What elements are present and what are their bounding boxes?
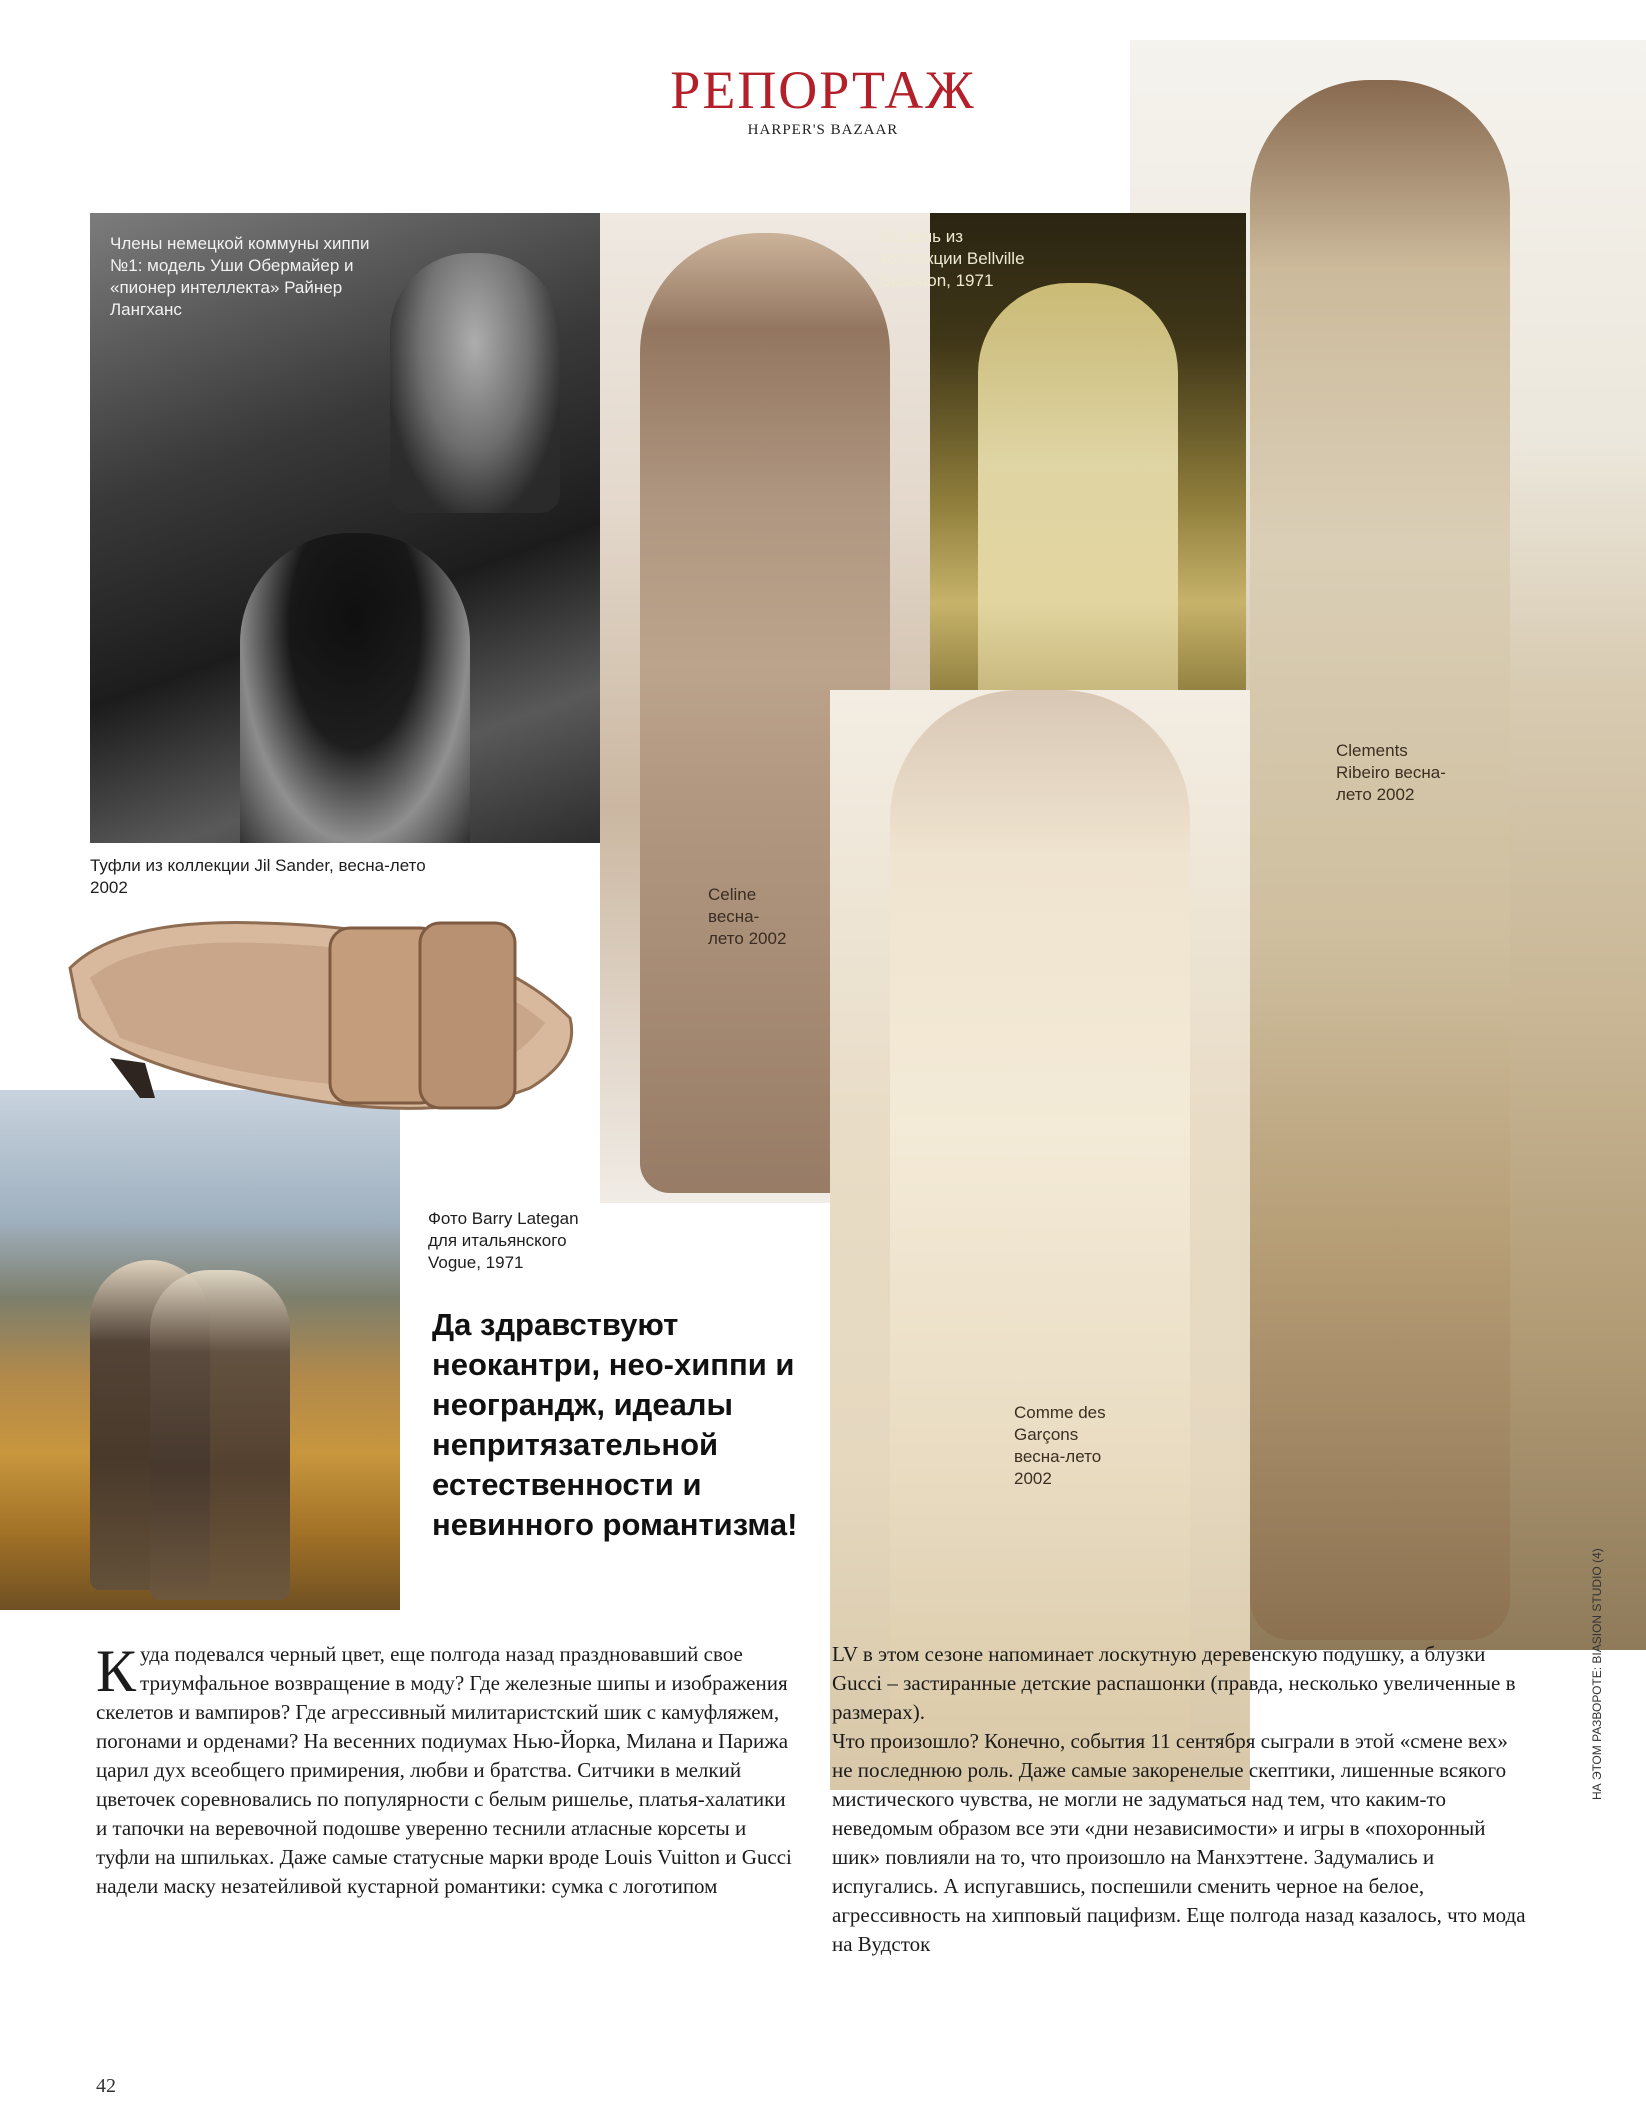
caption-clements: Clements Ribeiro весна-лето 2002	[1336, 741, 1446, 804]
article-column-right	[832, 1640, 1532, 1959]
article-paragraph: уда подевался черный цвет, еще полгода назад праздновавший свое триумфальное возвращение в моду? Где железные шипы и изображения скелетов и вампиров? Где агрессивный милитаристский шик с камуфляжем, погонами и орденами? На весенних подиумах Нью-Йорка, Милана и Парижа царил дух всеобщего примирения, любви и братства. Ситчики в мелкий цветочек соревновались по популярности с белым ришелье, платья-халатики и тапочки на веревочной подошве уверенно теснили атласные корсеты и туфли на шпильках. Даже самые статусные марки вроде Louis Vuitton и Gucci надели маску незатейливой кустарной романтики: сумка с логотипом	[96, 1642, 792, 1898]
caption-celine: Celine весна-лето 2002	[708, 885, 787, 948]
page-number: 42	[96, 2075, 116, 2097]
section-title: РЕПОРТАЖ	[670, 60, 976, 120]
sandal-image	[60, 898, 590, 1138]
caption-jil-sander: Туфли из коллекции Jil Sander, весна-лето 2002	[90, 856, 426, 897]
article-paragraph: Что произошло? Конечно, события 11 сентября сыграли в этой «смене вех» не последнюю роль. Даже самые закоренелые скептики, лишенные всякого мистического чувства, не могли не задуматься над тем, что каким-то неведомым образом все эти «дни независимости» и игры в «похоронный шик» повлияли на то, что произошло на Манхэттене. Задумались и испугались. А испугавшись, поспешили сменить черное на белое, агрессивность на хипповый пацифизм. Еще полгода назад казалось, что мода на Вудсток	[832, 1729, 1526, 1956]
pull-quote: Да здравствуют неокантри, нео-хиппи и неограндж, идеалы непритязательной естественности и невинного романтизма!	[432, 1307, 798, 1542]
caption-comme: Comme des Garçons весна-лето 2002	[1014, 1403, 1106, 1488]
caption-commune: Члены немецкой коммуны хиппи №1: модель Уши Обермайер и «пионер интеллекта» Райнер Лангханс	[110, 234, 370, 319]
article-paragraph: LV в этом сезоне напоминает лоскутную деревенскую подушку, а блузки Gucci – застиранные детские распашонки (правда, несколько увеличенные в размерах).	[832, 1642, 1516, 1724]
magazine-name: HARPER'S BAZAAR	[747, 122, 899, 138]
photo-comme-des-garcons	[830, 690, 1250, 1790]
caption-bellville: Модель из коллекции Bellville Sassoon, 1971	[880, 227, 1025, 290]
article-column-left	[96, 1640, 796, 1901]
drop-cap: К	[96, 1638, 137, 1704]
photo-credit: НА ЭТОМ РАЗВОРОТЕ: BIASION STUDIO (4)	[1590, 1548, 1604, 1800]
caption-lategan: Фото Barry Lategan для итальянского Vogue, 1971	[428, 1209, 579, 1272]
photo-vogue-1971	[0, 1090, 400, 1610]
